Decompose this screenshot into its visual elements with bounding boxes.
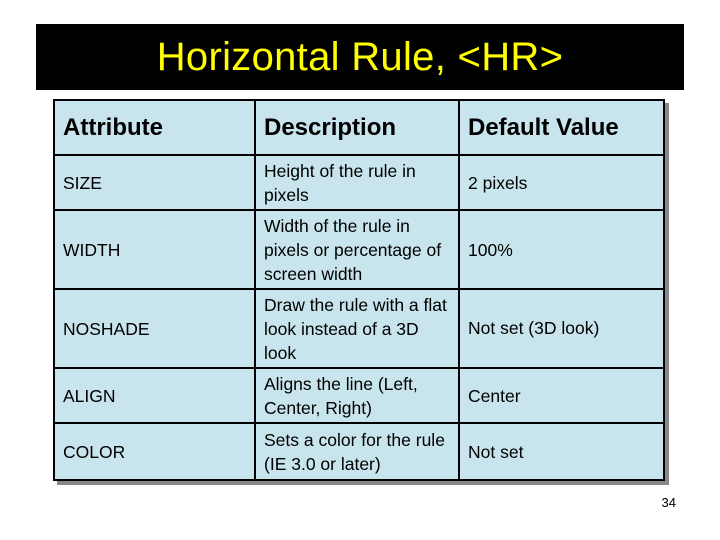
table-cell-attribute: ALIGN bbox=[55, 369, 254, 422]
table-cell-attribute: WIDTH bbox=[55, 211, 254, 288]
table-cell-default: 2 pixels bbox=[460, 156, 663, 209]
table-cell-default: Not set bbox=[460, 424, 663, 479]
header-description: Description bbox=[256, 101, 458, 154]
attribute-table bbox=[53, 99, 665, 481]
slide-title: Horizontal Rule, <HR> bbox=[156, 34, 564, 79]
page-number: 34 bbox=[661, 495, 676, 510]
header-default-value: Default Value bbox=[460, 101, 663, 154]
table-cell-attribute: COLOR bbox=[55, 424, 254, 479]
table-cell-attribute: SIZE bbox=[55, 156, 254, 209]
header-attribute: Attribute bbox=[55, 101, 254, 154]
table-cell-attribute: NOSHADE bbox=[55, 290, 254, 367]
table-cell-default: Center bbox=[460, 369, 663, 422]
table-cell-description: Width of the rule in pixels or percentage of screen width bbox=[256, 211, 458, 288]
table-shadow-bottom bbox=[57, 481, 669, 485]
table-cell-description: Draw the rule with a flat look instead of a 3D look bbox=[256, 290, 458, 367]
slide-title-bar bbox=[36, 24, 684, 90]
table-cell-default: Not set (3D look) bbox=[460, 290, 663, 367]
table-cell-description: Height of the rule in pixels bbox=[256, 156, 458, 209]
table-cell-description: Aligns the line (Left, Center, Right) bbox=[256, 369, 458, 422]
table-shadow-right bbox=[665, 103, 669, 485]
table-cell-description: Sets a color for the rule (IE 3.0 or later) bbox=[256, 424, 458, 479]
table-cell-default: 100% bbox=[460, 211, 663, 288]
